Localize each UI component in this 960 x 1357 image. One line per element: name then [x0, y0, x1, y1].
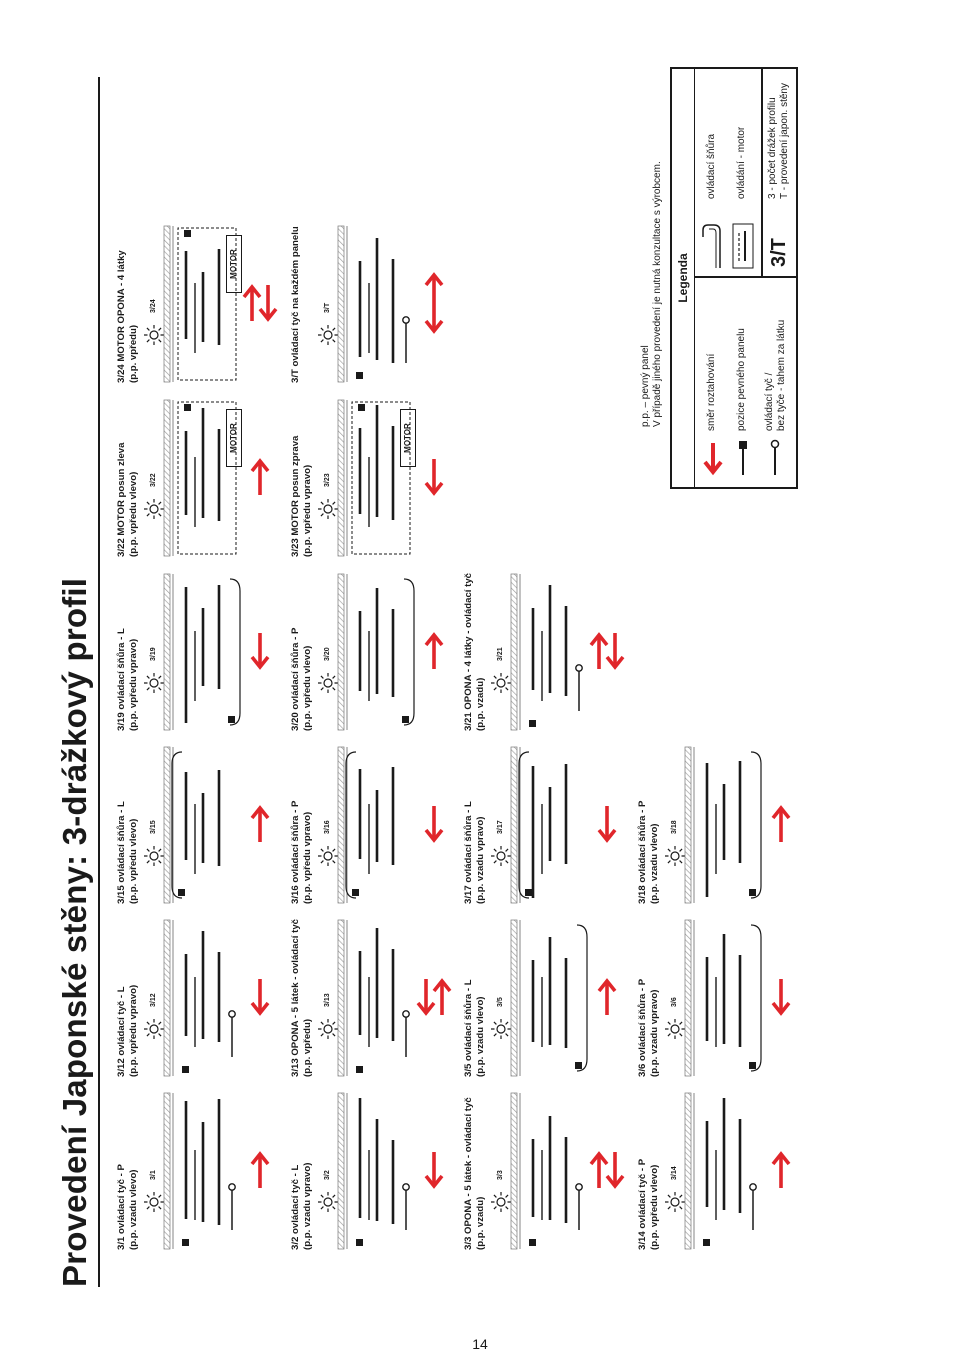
- direction-arrow-icon: [418, 979, 434, 1013]
- fixed-panel-marker: [749, 1062, 756, 1069]
- variant-title: 3/17 ovládací šňůra - L: [463, 801, 474, 904]
- profile-hatch: [511, 747, 517, 903]
- motor-box: MOTOR: [226, 409, 242, 467]
- variant-title: 3/3 OPONA - 5 látek - ovládací tyč: [463, 1097, 474, 1250]
- variant-title: 3/24 MOTOR OPONA - 4 látky: [116, 250, 127, 383]
- direction-arrow-icon: [426, 806, 442, 840]
- variant-title: 3/20 ovládací šňůra - P: [290, 627, 301, 731]
- variant-diagram-3-22: [120, 397, 280, 557]
- variant-subtitle: (p.p. vpředu vpravo): [127, 984, 139, 1077]
- variant-diagram-3-24: [120, 223, 280, 383]
- variant-code: 3/T: [324, 302, 331, 313]
- variant-title: 3/23 MOTOR posun zprava: [290, 435, 301, 557]
- variant-subtitle: (p.p. vpředu vlevo): [127, 818, 139, 904]
- profile-hatch: [511, 920, 517, 1076]
- control-rod-handle: [229, 1184, 235, 1190]
- fixed-panel-marker: [358, 404, 365, 411]
- profile-hatch: [338, 920, 344, 1076]
- legend-grooves-text: [767, 83, 791, 199]
- variant-subtitle: (p.p. vpředu vpravo): [301, 811, 313, 904]
- fixed-panel-marker: [402, 716, 409, 723]
- legend-column-divider: [694, 277, 796, 279]
- variant-code: 3/21: [497, 647, 504, 661]
- variant-diagram-3-17: [467, 744, 627, 904]
- profile-hatch: [685, 747, 691, 903]
- legend-motor-icon: [730, 221, 756, 271]
- profile-hatch: [338, 747, 344, 903]
- legend-cord-text: ovládací šňůra: [706, 133, 717, 199]
- variant-title: 3/13 OPONA - 5 látek - ovládací tyč: [290, 918, 301, 1077]
- variant-title: 3/22 MOTOR posun zleva: [116, 442, 127, 557]
- variant-title: 3/19 ovládací šňůra - L: [116, 628, 127, 731]
- variant-diagram-3-5: [467, 917, 627, 1077]
- fixed-panel-marker: [228, 716, 235, 723]
- control-cord: [577, 925, 587, 1071]
- legend-note: [640, 161, 664, 427]
- variant-title: 3/2 ovládací tyč - L: [290, 1164, 301, 1250]
- fixed-panel-marker: [749, 889, 756, 896]
- direction-arrow-icon: [591, 1154, 607, 1188]
- profile-hatch: [164, 920, 170, 1076]
- direction-arrow-icon: [426, 635, 442, 669]
- variant-subtitle: (p.p. vzadu vpravo): [301, 1162, 313, 1250]
- variant-title: 3/1 ovládací tyč - P: [116, 1164, 127, 1250]
- legend-direction-arrow-icon: [700, 439, 726, 479]
- fixed-panel-marker: [703, 1239, 710, 1246]
- fixed-panel-marker: [356, 1066, 363, 1073]
- variant-diagram-3-19: [120, 571, 280, 731]
- variant-code: 3/19: [150, 647, 157, 661]
- control-cord: [751, 752, 761, 898]
- variant-diagram-3-18: [641, 744, 801, 904]
- control-rod-handle: [403, 1184, 409, 1190]
- variant-title: 3/15 ovládací šňůra - L: [116, 801, 127, 904]
- variant-title: 3/T ovládací tyč na každém panelu: [290, 226, 301, 383]
- legend-row-divider: [761, 69, 763, 278]
- variant-code: 3/20: [324, 647, 331, 661]
- page-number: 14: [472, 1336, 488, 1352]
- legend-rod-text-1: ovládací tyč /: [764, 372, 775, 431]
- control-cord: [404, 579, 414, 725]
- legend-3t-symbol: 3/T: [768, 238, 790, 267]
- variant-title: 3/14 ovládací tyč - P: [637, 1158, 648, 1250]
- control-rod-handle: [576, 1184, 582, 1190]
- variant-code: 3/1: [150, 1170, 157, 1180]
- direction-arrow-icon: [426, 1152, 442, 1186]
- page-title: Provedení Japonské stěny: 3-drážkový profil: [56, 577, 93, 1287]
- direction-arrow-icon: [599, 806, 615, 840]
- legend-note-fixed-panel: p.p. – pevný panel: [640, 345, 651, 427]
- fixed-panel-marker: [184, 404, 191, 411]
- legend-direction-text: směr roztahování: [706, 353, 717, 431]
- profile-hatch: [338, 574, 344, 730]
- variant-subtitle: (p.p. vpředu vlevo): [301, 645, 313, 731]
- variant-code: 3/14: [671, 1166, 678, 1180]
- variant-subtitle: (p.p. vzadu vpravo): [474, 816, 486, 904]
- variant-subtitle: (p.p. vzadu vlevo): [127, 1169, 139, 1250]
- variant-code: 3/22: [150, 473, 157, 487]
- profile-hatch: [338, 1093, 344, 1249]
- control-cord: [751, 925, 761, 1071]
- legend-title: Legenda: [672, 69, 695, 487]
- direction-arrow-icon: [591, 635, 607, 669]
- legend-fixed-panel-icon: [734, 439, 754, 479]
- legend-grooves-text-1: 3 - počet drážek profilu: [767, 97, 778, 199]
- profile-hatch: [164, 1093, 170, 1249]
- variant-subtitle: (p.p. vpředu vpravo): [127, 638, 139, 731]
- variant-subtitle: (p.p. vzadu vpravo): [648, 989, 660, 1077]
- legend-cord-icon: [700, 221, 726, 271]
- legend-rod-icon: [764, 439, 786, 479]
- direction-arrow-icon: [252, 633, 268, 667]
- variant-subtitle: (p.p. vzadu vlevo): [474, 996, 486, 1077]
- variant-diagram-3-13: [294, 917, 454, 1077]
- fixed-panel-marker: [352, 889, 359, 896]
- variant-subtitle: (p.p. vpředu vlevo): [127, 471, 139, 557]
- direction-arrow-icon: [773, 808, 789, 842]
- variant-diagram-3-T: [294, 223, 454, 383]
- variant-code: 3/13: [324, 993, 331, 1007]
- fixed-panel-marker: [525, 889, 532, 896]
- variant-subtitle: (p.p. vpředu): [301, 1018, 313, 1077]
- control-rod-handle: [403, 1011, 409, 1017]
- variant-code: 3/17: [497, 820, 504, 834]
- direction-arrow-icon: [434, 981, 450, 1015]
- profile-hatch: [511, 574, 517, 730]
- profile-hatch: [338, 226, 344, 382]
- variant-code: 3/15: [150, 820, 157, 834]
- variant-title: 3/16 ovládací šňůra - P: [290, 800, 301, 904]
- control-rod-handle: [750, 1184, 756, 1190]
- variant-diagram-3-21: [467, 571, 627, 731]
- direction-arrow-icon: [260, 285, 276, 319]
- direction-arrow-icon: [599, 981, 615, 1015]
- profile-hatch: [164, 747, 170, 903]
- variant-diagram-3-1: [120, 1090, 280, 1250]
- control-rod-handle: [576, 665, 582, 671]
- profile-hatch: [164, 574, 170, 730]
- direction-arrow-icon: [607, 633, 623, 667]
- profile-hatch: [685, 1093, 691, 1249]
- variant-subtitle: (p.p. vpředu): [127, 324, 139, 383]
- profile-hatch: [338, 400, 344, 556]
- variant-code: 3/2: [324, 1170, 331, 1180]
- direction-arrow-icon: [773, 1154, 789, 1188]
- variant-code: 3/23: [324, 473, 331, 487]
- variant-title: 3/6 ovládací šňůra - P: [637, 978, 648, 1077]
- legend-fixed-panel-text: pozice pevného panelu: [736, 328, 747, 431]
- variant-diagram-3-15: [120, 744, 280, 904]
- variant-code: 3/5: [497, 997, 504, 1007]
- fixed-panel-marker: [529, 1239, 536, 1246]
- variant-code: 3/16: [324, 820, 331, 834]
- variant-diagram-3-23: [294, 397, 454, 557]
- variant-code: 3/6: [671, 997, 678, 1007]
- direction-arrow-icon: [426, 275, 442, 331]
- direction-arrow-icon: [773, 979, 789, 1013]
- direction-arrow-icon: [252, 461, 268, 495]
- legend: [670, 67, 798, 489]
- direction-arrow-icon: [252, 808, 268, 842]
- fixed-panel-marker: [529, 720, 536, 727]
- variant-subtitle: (p.p. vpředu vpravo): [301, 464, 313, 557]
- variant-subtitle: (p.p. vzadu): [474, 1196, 486, 1250]
- direction-arrow-icon: [252, 1154, 268, 1188]
- variant-title: 3/21 OPONA - 4 látky - ovládací tyč: [463, 572, 474, 731]
- variant-subtitle: (p.p. vzadu): [474, 677, 486, 731]
- variant-diagram-3-12: [120, 917, 280, 1077]
- variant-diagram-3-2: [294, 1090, 454, 1250]
- legend-grooves-text-2: T - provedení japon. stěny: [779, 83, 790, 199]
- variant-code: 3/18: [671, 820, 678, 834]
- fixed-panel-marker: [575, 1062, 582, 1069]
- motor-box: MOTOR: [400, 409, 416, 467]
- direction-arrow-icon: [607, 1152, 623, 1186]
- fixed-panel-marker: [178, 889, 185, 896]
- variant-diagram-3-16: [294, 744, 454, 904]
- variant-subtitle: (p.p. vpředu vlevo): [648, 1164, 660, 1250]
- direction-arrow-icon: [426, 459, 442, 493]
- variant-diagram-3-20: [294, 571, 454, 731]
- profile-hatch: [511, 1093, 517, 1249]
- fixed-panel-marker: [356, 372, 363, 379]
- fixed-panel-marker: [182, 1066, 189, 1073]
- variant-title: 3/5 ovládací šňůra - L: [463, 979, 474, 1077]
- variant-diagram-3-6: [641, 917, 801, 1077]
- legend-motor-text: ovládání - motor: [736, 126, 747, 199]
- control-rod-handle: [229, 1011, 235, 1017]
- motor-box: MOTOR: [226, 235, 242, 293]
- variant-code: 3/12: [150, 993, 157, 1007]
- legend-rod-text-2: bez tyče - tahem za látku: [776, 319, 787, 431]
- variant-code: 3/3: [497, 1170, 504, 1180]
- variant-subtitle: (p.p. vzadu vlevo): [648, 823, 660, 904]
- title-rule: [98, 77, 100, 1287]
- fixed-panel-marker: [182, 1239, 189, 1246]
- direction-arrow-icon: [252, 979, 268, 1013]
- profile-hatch: [164, 226, 170, 382]
- control-cord: [346, 752, 356, 898]
- control-cord: [172, 752, 182, 898]
- fixed-panel-marker: [356, 1239, 363, 1246]
- control-cord: [230, 579, 240, 725]
- variant-code: 3/24: [150, 299, 157, 313]
- legend-rod-text: [764, 320, 788, 431]
- variant-diagram-3-3: [467, 1090, 627, 1250]
- variant-diagram-3-14: [641, 1090, 801, 1250]
- variant-title: 3/18 ovládací šňůra - P: [637, 800, 648, 904]
- legend-note-consult: V případě jiného provedení je nutná konzultace s výrobcem.: [652, 161, 663, 427]
- profile-hatch: [685, 920, 691, 1076]
- control-rod-handle: [403, 317, 409, 323]
- control-cord: [519, 752, 529, 898]
- profile-hatch: [164, 400, 170, 556]
- direction-arrow-icon: [244, 287, 260, 321]
- fixed-panel-marker: [184, 230, 191, 237]
- variant-title: 3/12 ovládací tyč - L: [116, 986, 127, 1077]
